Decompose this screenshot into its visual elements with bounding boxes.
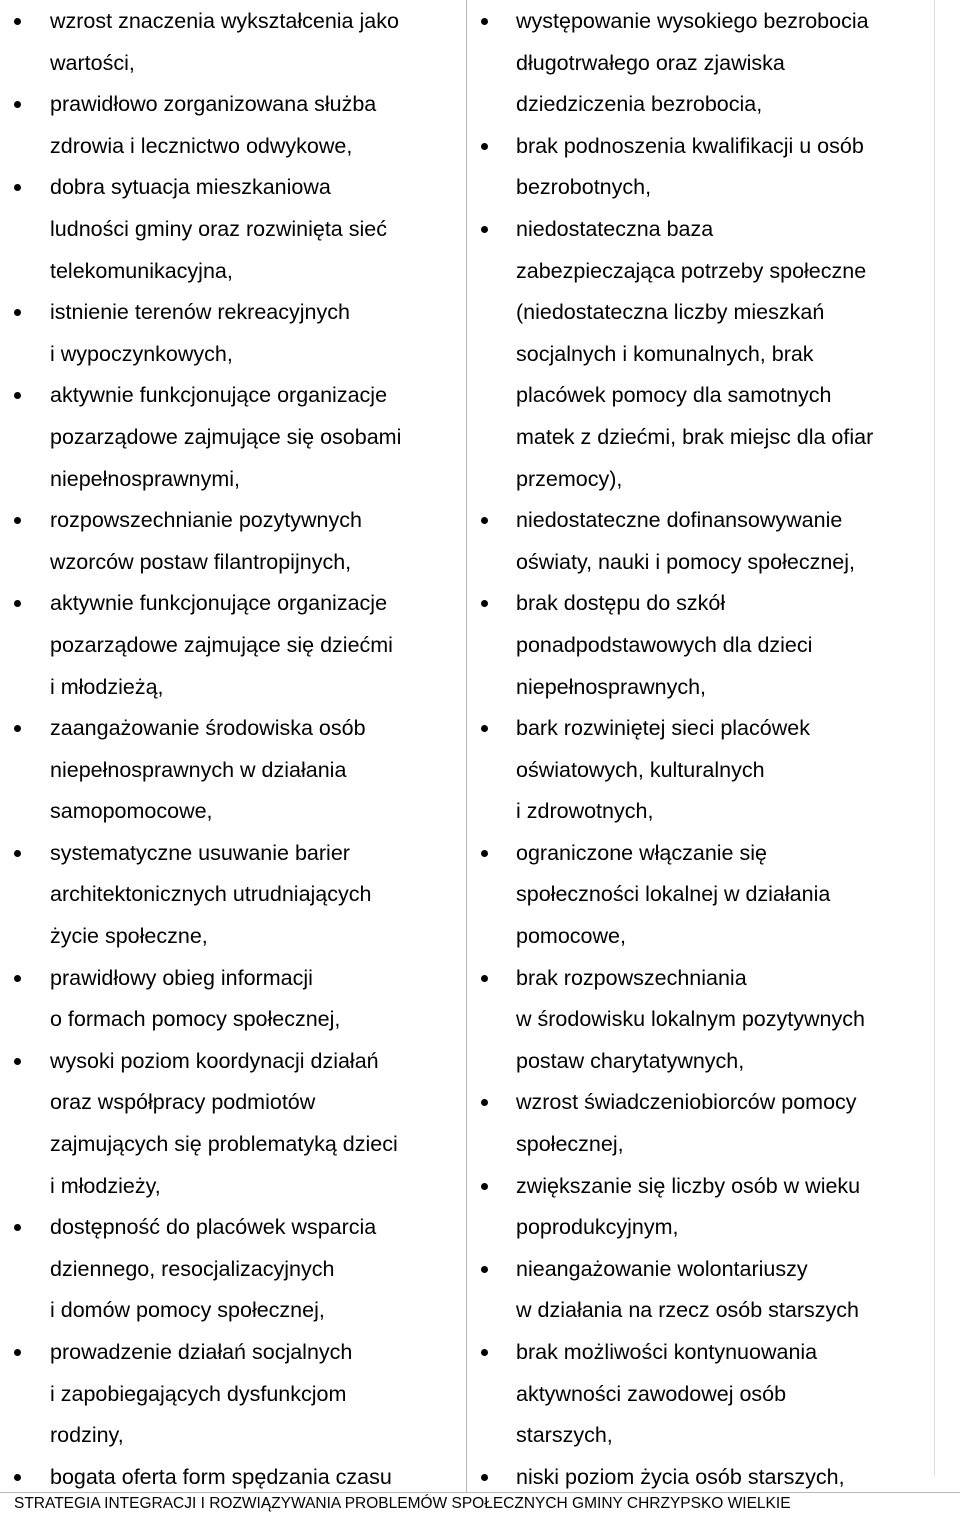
list-item bbox=[467, 1082, 960, 1165]
list-item-line: prowadzenie działań socjalnych bbox=[50, 1340, 353, 1364]
bullet-icon bbox=[481, 600, 488, 607]
weaknesses-list bbox=[467, 0, 960, 1498]
list-item bbox=[467, 708, 960, 833]
list-item bbox=[0, 833, 466, 958]
list-item-line: starszych, bbox=[516, 1423, 613, 1448]
bullet-icon bbox=[14, 1224, 21, 1231]
bullet-icon bbox=[481, 1183, 488, 1190]
list-item bbox=[467, 583, 960, 708]
list-item bbox=[467, 1, 960, 126]
bullet-icon bbox=[481, 1474, 488, 1481]
list-item-line: i zapobiegających dysfunkcjom bbox=[50, 1381, 347, 1406]
bullet-icon bbox=[14, 1058, 21, 1065]
list-item-line: matek z dziećmi, brak miejsc dla ofiar bbox=[516, 424, 874, 449]
list-item-line: zabezpieczająca potrzeby społeczne bbox=[516, 258, 867, 283]
list-item bbox=[467, 1249, 960, 1332]
list-item-line: dobra sytuacja mieszkaniowa bbox=[50, 175, 331, 200]
list-item bbox=[0, 375, 466, 500]
list-item-line: bezrobotnych, bbox=[516, 175, 652, 200]
list-item-line: pomocowe, bbox=[516, 924, 626, 949]
bullet-icon bbox=[481, 1266, 488, 1273]
bullet-icon bbox=[14, 184, 21, 191]
list-item-line: wzrost świadczeniobiorców pomocy bbox=[516, 1090, 857, 1115]
page-footer: STRATEGIA INTEGRACJI I ROZWIĄZYWANIA PROBLEMÓW SPOŁECZNYCH GMINY CHRZYPSKO WIELKIE bbox=[14, 1495, 791, 1512]
footer-rule bbox=[0, 1492, 960, 1493]
list-item-line: aktywnie funkcjonujące organizacje bbox=[50, 591, 388, 616]
list-item-line: samopomocowe, bbox=[50, 799, 213, 824]
list-item-line: nieangażowanie wolontariuszy bbox=[516, 1256, 808, 1281]
list-item bbox=[467, 1332, 960, 1457]
list-item bbox=[0, 292, 466, 375]
list-item-line: placówek pomocy dla samotnych bbox=[516, 383, 832, 408]
list-item-line: zajmujących się problematyką dzieci bbox=[50, 1132, 398, 1157]
bullet-icon bbox=[14, 1474, 21, 1481]
list-item-line: prawidłowy obieg informacji bbox=[50, 965, 313, 990]
bullet-icon bbox=[481, 1349, 488, 1356]
list-item-line: ograniczone włączanie się bbox=[516, 840, 767, 865]
list-item-line: w środowisku lokalnym pozytywnych bbox=[516, 1007, 865, 1032]
list-item-line: niepełnosprawnych w działania bbox=[50, 757, 347, 782]
list-item-line: aktywnie funkcjonujące organizacje bbox=[50, 383, 388, 408]
list-item-line: życie społeczne, bbox=[50, 924, 208, 949]
bullet-icon bbox=[14, 975, 21, 982]
list-item-line: wysoki poziom koordynacji działań bbox=[50, 1048, 379, 1073]
list-item-line: dostępność do placówek wsparcia bbox=[50, 1215, 377, 1240]
list-item bbox=[0, 583, 466, 708]
list-item-line: oraz współpracy podmiotów bbox=[50, 1090, 316, 1115]
list-item-line: niedostateczna baza bbox=[516, 216, 714, 241]
list-item-line: rodziny, bbox=[50, 1423, 124, 1448]
list-item-line: bogata oferta form spędzania czasu bbox=[50, 1464, 392, 1489]
list-item-line: niepełnosprawnych, bbox=[516, 674, 707, 699]
bullet-icon bbox=[14, 18, 21, 25]
bullet-icon bbox=[481, 1099, 488, 1106]
list-item-line: rozpowszechnianie pozytywnych bbox=[50, 508, 362, 533]
list-item-line: telekomunikacyjna, bbox=[50, 258, 233, 283]
list-item-line: wzrost znaczenia wykształcenia jako bbox=[50, 9, 399, 33]
list-item-line: dziennego, resocjalizacyjnych bbox=[50, 1256, 335, 1281]
list-item bbox=[0, 958, 466, 1041]
list-item-line: społeczności lokalnej w działania bbox=[516, 882, 831, 907]
list-item-line: występowanie wysokiego bezrobocia bbox=[516, 9, 869, 33]
list-item-line: wzorców postaw filantropijnych, bbox=[50, 549, 352, 574]
bullet-icon bbox=[14, 1349, 21, 1356]
list-item-line: aktywności zawodowej osób bbox=[516, 1381, 787, 1406]
list-item bbox=[0, 1041, 466, 1207]
list-item bbox=[0, 1332, 466, 1457]
list-item bbox=[0, 1, 466, 84]
list-item-line: zdrowia i lecznictwo odwykowe, bbox=[50, 133, 353, 158]
list-item-line: zwiększanie się liczby osób w wieku bbox=[516, 1173, 861, 1198]
list-item-line: bark rozwiniętej sieci placówek bbox=[516, 716, 810, 741]
list-item bbox=[0, 84, 466, 167]
list-item bbox=[467, 209, 960, 500]
list-item-line: i wypoczynkowych, bbox=[50, 341, 233, 366]
bullet-icon bbox=[481, 850, 488, 857]
bullet-icon bbox=[481, 226, 488, 233]
list-item-line: długotrwałego oraz zjawiska bbox=[516, 50, 785, 75]
list-item-line: postaw charytatywnych, bbox=[516, 1048, 745, 1073]
list-item-line: brak możliwości kontynuowania bbox=[516, 1340, 818, 1364]
list-item-line: brak dostępu do szkół bbox=[516, 591, 726, 616]
list-item-line: i młodzieżą, bbox=[50, 674, 164, 699]
list-item-line: oświaty, nauki i pomocy społecznej, bbox=[516, 549, 855, 574]
list-item-line: zaangażowanie środowiska osób bbox=[50, 716, 366, 741]
list-item-line: w działania na rzecz osób starszych bbox=[516, 1298, 859, 1323]
list-item bbox=[467, 833, 960, 958]
bullet-icon bbox=[14, 309, 21, 316]
list-item-line: istnienie terenów rekreacyjnych bbox=[50, 300, 350, 325]
list-item bbox=[0, 708, 466, 833]
list-item-line: niepełnosprawnymi, bbox=[50, 466, 241, 491]
list-item-line: ponadpodstawowych dla dzieci bbox=[516, 632, 813, 657]
list-item-line: i domów pomocy społecznej, bbox=[50, 1298, 325, 1323]
list-item-line: brak rozpowszechniania bbox=[516, 965, 747, 990]
list-item-line: niski poziom życia osób starszych, bbox=[516, 1464, 845, 1489]
list-item bbox=[467, 500, 960, 583]
weaknesses-column bbox=[467, 0, 960, 1492]
strengths-column bbox=[0, 0, 466, 1492]
strengths-list bbox=[0, 0, 466, 1498]
list-item-line: brak podnoszenia kwalifikacji u osób bbox=[516, 133, 864, 158]
bullet-icon bbox=[481, 143, 488, 150]
bullet-icon bbox=[14, 392, 21, 399]
list-item-line: prawidłowo zorganizowana służba bbox=[50, 92, 377, 117]
bullet-icon bbox=[14, 101, 21, 108]
bullet-icon bbox=[481, 725, 488, 732]
list-item-line: oświatowych, kulturalnych bbox=[516, 757, 765, 782]
bullet-icon bbox=[14, 850, 21, 857]
list-item-line: architektonicznych utrudniających bbox=[50, 882, 372, 907]
list-item bbox=[467, 126, 960, 209]
list-item bbox=[0, 167, 466, 292]
bullet-icon bbox=[14, 725, 21, 732]
list-item bbox=[0, 1207, 466, 1332]
bullet-icon bbox=[14, 600, 21, 607]
list-item-line: pozarządowe zajmujące się osobami bbox=[50, 424, 402, 449]
list-item-line: socjalnych i komunalnych, brak bbox=[516, 341, 814, 366]
list-item-line: o formach pomocy społecznej, bbox=[50, 1007, 341, 1032]
list-item bbox=[0, 500, 466, 583]
list-item-line: wartości, bbox=[50, 50, 135, 75]
list-item-line: ludności gminy oraz rozwinięta sieć bbox=[50, 216, 387, 241]
list-item-line: społecznej, bbox=[516, 1132, 624, 1157]
list-item-line: przemocy), bbox=[516, 466, 623, 491]
list-item-line: i zdrowotnych, bbox=[516, 799, 654, 824]
list-item-line: i młodzieży, bbox=[50, 1173, 161, 1198]
list-item-line: systematyczne usuwanie barier bbox=[50, 840, 350, 865]
bullet-icon bbox=[481, 517, 488, 524]
bullet-icon bbox=[14, 517, 21, 524]
bullet-icon bbox=[481, 975, 488, 982]
list-item bbox=[467, 1166, 960, 1249]
list-item-line: niedostateczne dofinansowywanie bbox=[516, 508, 843, 533]
list-item-line: (niedostateczna liczby mieszkań bbox=[516, 300, 825, 325]
list-item-line: poprodukcyjnym, bbox=[516, 1215, 679, 1240]
list-item-line: dziedziczenia bezrobocia, bbox=[516, 92, 763, 117]
list-item bbox=[467, 958, 960, 1083]
bullet-icon bbox=[481, 18, 488, 25]
list-item-line: pozarządowe zajmujące się dziećmi bbox=[50, 632, 393, 657]
